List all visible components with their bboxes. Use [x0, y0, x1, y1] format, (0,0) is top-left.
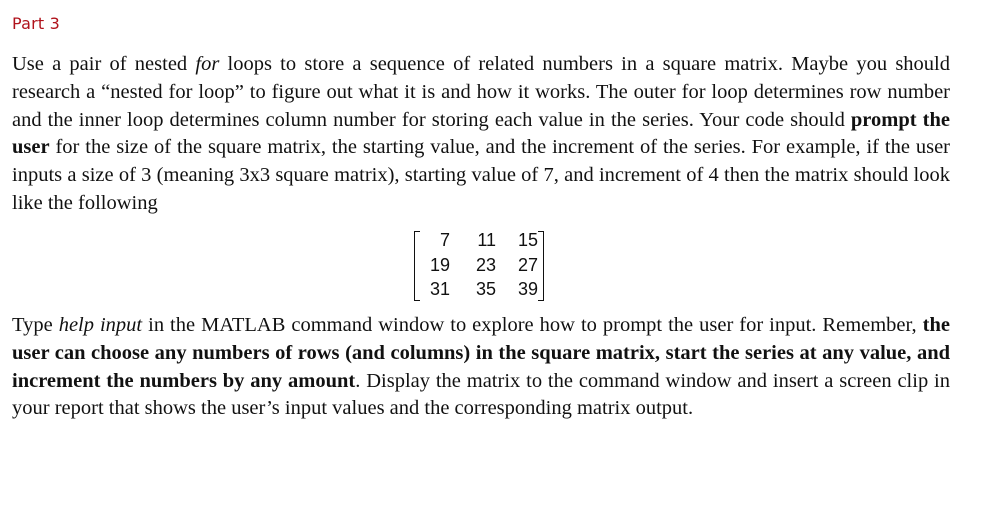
part-heading: Part 3: [12, 14, 61, 33]
matrix-cell: 35: [475, 279, 496, 299]
text-span: for the size of the square matrix, the starting value, and the increment of the series. For example, if the user inputs a size of 3 (meaning 3x3 square matrix), starting value of 7, and increment of 4 then the matrix should look like the following: [12, 136, 950, 214]
matrix-cell: 23: [475, 254, 496, 275]
bold-emphasis: the user can choose any numbers of rows (and columns) in the square matrix, start the series at any value, and increment the numbers by any amount: [12, 314, 950, 392]
matrix-cell: 15: [517, 230, 538, 250]
text-span: . Display the matrix to the command window and insert a screen clip in your report that shows the user’s input values and the corresponding matrix output.: [12, 369, 950, 420]
text-span: Type: [12, 314, 59, 336]
matrix-cell: 11: [477, 230, 496, 250]
matrix-cell: 27: [517, 254, 538, 275]
example-matrix: [414, 228, 544, 304]
text-span: Use a pair of nested: [12, 53, 196, 75]
italic-keyword: help input: [58, 314, 143, 336]
text-span: loops to store a sequence of related numbers in a square matrix. Maybe you should research a “nested for loop” to figure out what it is and how it works. The outer for loop determines row number and the inner loop determines column number for storing each value in the series. Your code should: [12, 53, 950, 131]
matrix-cell: 19: [429, 254, 450, 275]
instructions-paragraph-1: [12, 51, 950, 218]
matrix-cell: 39: [517, 279, 538, 299]
italic-keyword: for: [195, 53, 220, 75]
matrix-grid: [420, 228, 540, 302]
matrix-right-bracket: [538, 231, 544, 301]
text-span: in the MATLAB command window to explore how to prompt the user for input. Remember,: [142, 314, 923, 336]
bold-emphasis: prompt the user: [12, 108, 950, 159]
matrix-cell: 7: [439, 230, 450, 250]
matrix-cell: 31: [429, 279, 450, 299]
instructions-paragraph-2: [12, 312, 950, 423]
